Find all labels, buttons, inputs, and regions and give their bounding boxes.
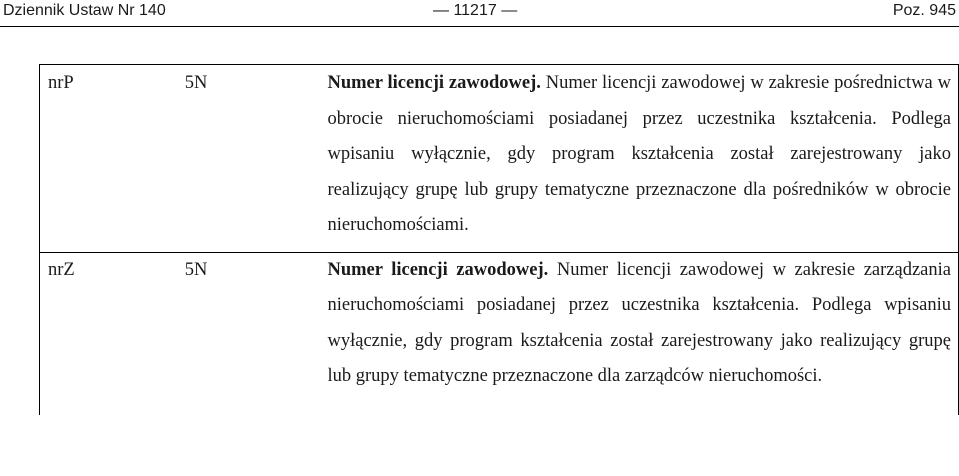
field-code: nrZ [40, 252, 185, 415]
field-length: 5N [185, 252, 328, 415]
field-term: Numer licencji zawodowej. [327, 259, 549, 280]
header-rule [0, 26, 959, 27]
journal-title: Dziennik Ustaw Nr 140 [3, 2, 166, 19]
field-code: nrP [40, 65, 185, 253]
field-definitions-table [39, 64, 959, 415]
field-description [328, 252, 959, 415]
page-header [0, 0, 959, 27]
field-term: Numer licencji zawodowej. [327, 73, 541, 93]
table-row [40, 65, 959, 253]
field-description-text: Numer licencji zawodowej w zakresie pośrednictwa w obrocie nieruchomościami posiadanej przez uczestnika kształcenia. Podlega wpisaniu wyłącznie, gdy program kształcenia został zarejestrowany jako realizujący grupę lub grupy tematyczne przeznaczone dla pośredników w obrocie nieruchomościami. [327, 73, 951, 235]
page-number: — 11217 — [433, 2, 518, 19]
position-number: Poz. 945 [892, 2, 956, 19]
field-description [328, 65, 959, 253]
field-description-text: Numer licencji zawodowej w zakresie zarządzania nieruchomościami posiadanej przez uczestnika kształcenia. Podlega wpisaniu wyłącznie, gdy program kształcenia został zarejestrowany jako realizujący grupę lub grupy tematyczne przeznaczone dla zarządców nieruchomości. [327, 259, 951, 386]
field-length: 5N [185, 65, 328, 253]
table-row [40, 252, 959, 415]
